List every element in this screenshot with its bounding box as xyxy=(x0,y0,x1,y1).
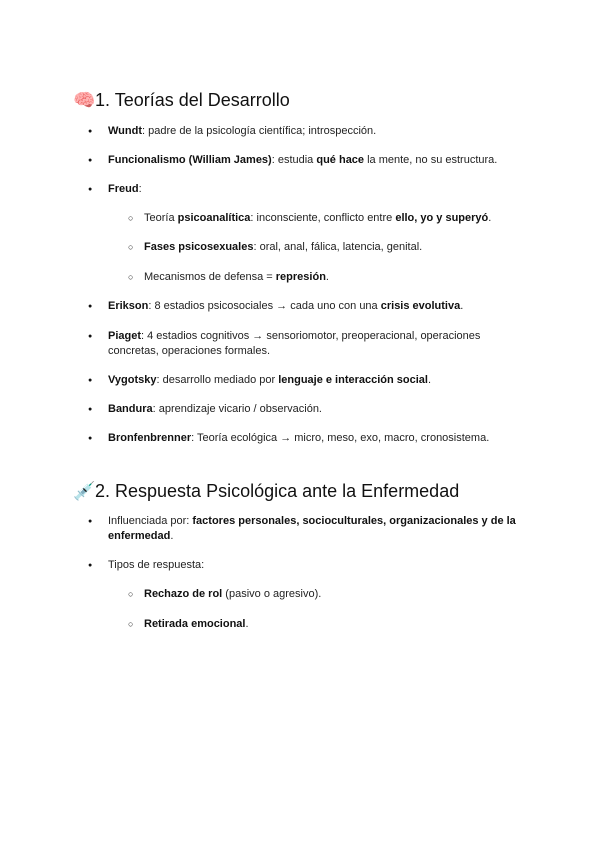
syringe-icon: 💉 xyxy=(73,481,96,501)
sub-list-item: ○ Fases psicosexuales: oral, anal, fálica, latencia, genital. xyxy=(144,240,544,255)
sub-list-item: ○ Mecanismos de defensa = represión. xyxy=(144,270,544,285)
list-item: ● Influenciada por: factores personales, socioculturales, organizacionales y de la enfermedad. xyxy=(108,514,523,544)
list-item: ● Freud: xyxy=(108,182,528,197)
list-item: ● Tipos de respuesta: xyxy=(108,558,528,573)
sub-list-item: ○ Retirada emocional. xyxy=(144,617,544,632)
list-item: ● Bronfenbrenner: Teoría ecológica → micro, meso, exo, macro, cronosistema. xyxy=(108,431,528,446)
list-item: ● Wundt: padre de la psicología científica; introspección. xyxy=(108,124,528,139)
brain-icon: 🧠 xyxy=(73,90,96,110)
list-item: ● Bandura: aprendizaje vicario / observación. xyxy=(108,402,528,417)
sub-list-item: ○ Teoría psicoanalítica: inconsciente, conflicto entre ello, yo y superyó. xyxy=(144,211,544,226)
list-item: ● Vygotsky: desarrollo mediado por lenguaje e interacción social. xyxy=(108,373,528,388)
list-item: ● Erikson: 8 estadios psicosociales → cada uno con una crisis evolutiva. xyxy=(108,299,528,314)
list-item: ● Piaget: 4 estadios cognitivos → sensoriomotor, preoperacional, operaciones concretas, operaciones formales. xyxy=(108,329,493,359)
sub-list-item: ○ Rechazo de rol (pasivo o agresivo). xyxy=(144,587,544,602)
list-item: ● Funcionalismo (William James): estudia qué hace la mente, no su estructura. xyxy=(108,153,528,168)
section-heading-desarrollo: 🧠1. Teorías del Desarrollo xyxy=(73,90,290,110)
section-heading-enfermedad: 💉2. Respuesta Psicológica ante la Enfermedad xyxy=(73,481,460,501)
